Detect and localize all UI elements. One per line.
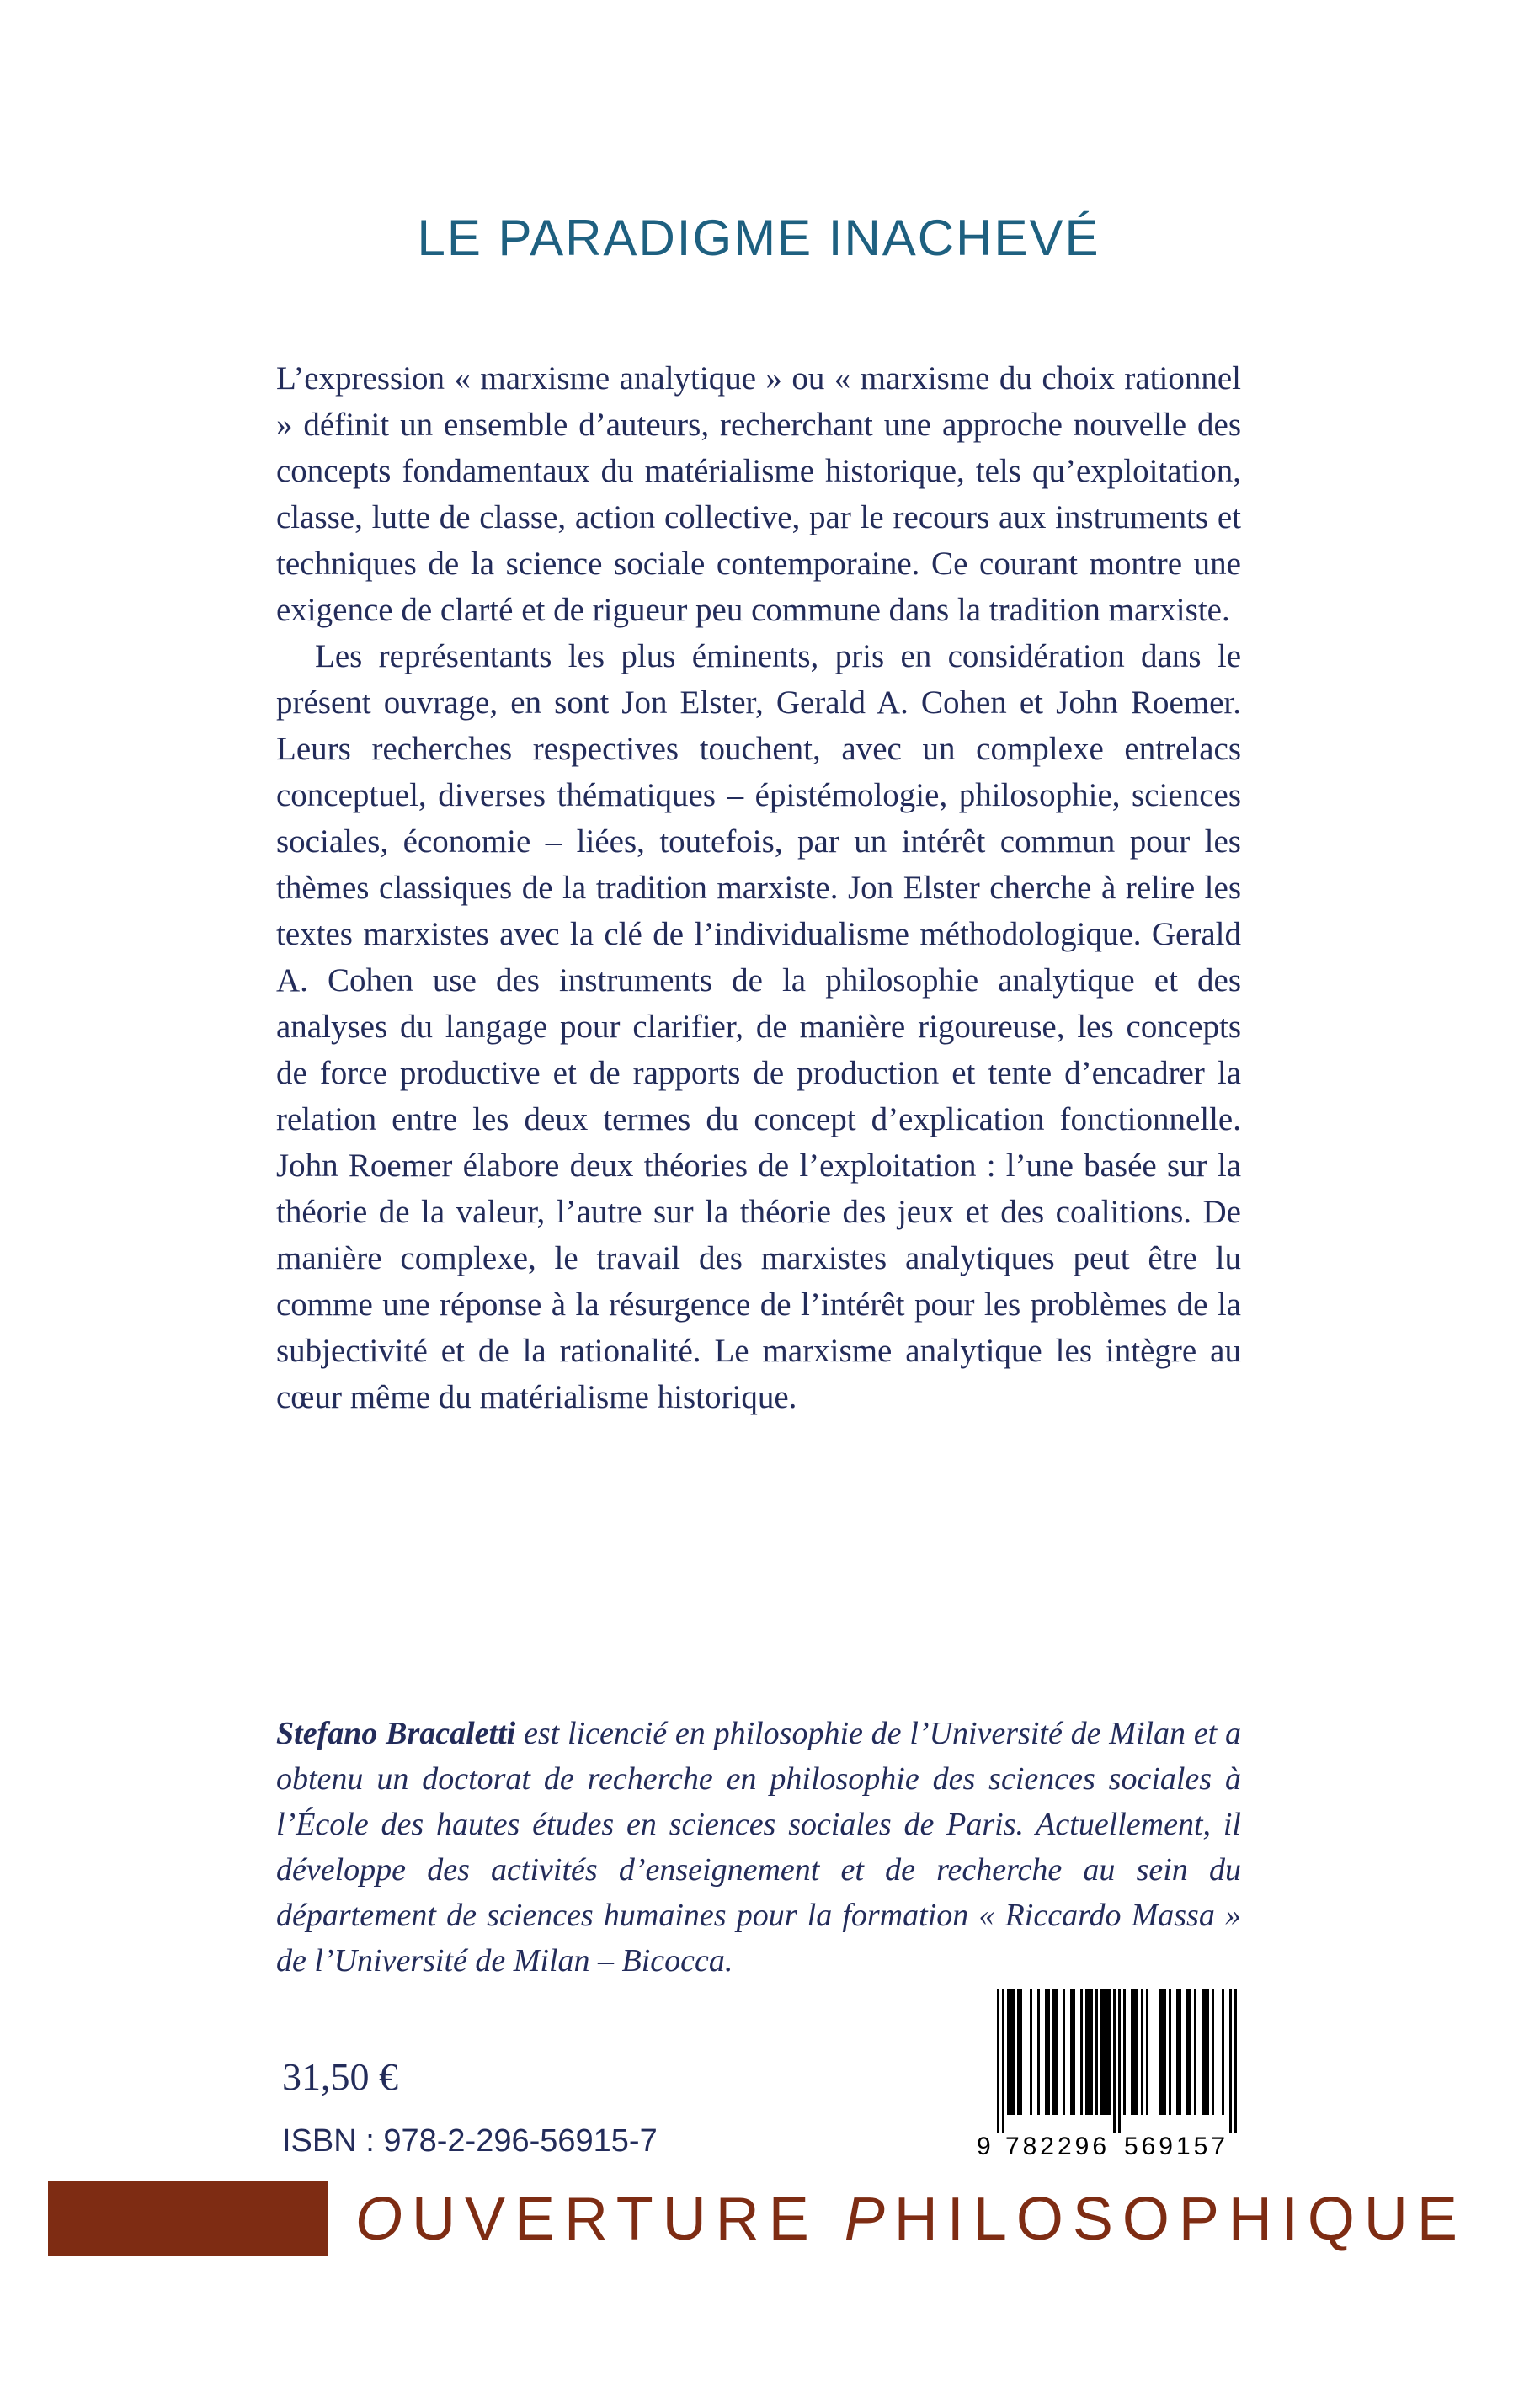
barcode xyxy=(975,1989,1240,2161)
svg-text:782296: 782296 xyxy=(1004,2133,1111,2160)
synopsis-paragraph-1: L’expression « marxisme analytique » ou « marxisme du choix rationnel » définit un ensemble d’auteurs, recherchant une approche nouvelle des concepts fondamentaux du matérialisme historique, tels qu’exploitation, classe, lutte de classe, action collective, par le recours aux instruments et techniques de la science sociale contemporaine. Ce courant montre une exigence de clarté et de rigueur peu commune dans la tradition marxiste. xyxy=(276,360,1241,628)
series-initial-o: O xyxy=(355,2186,413,2253)
author-bio-paragraph xyxy=(276,1711,1241,1984)
collection-band-block xyxy=(48,2181,328,2256)
isbn: ISBN : 978-2-296-56915-7 xyxy=(282,2123,658,2159)
series-initial-p: P xyxy=(844,2186,894,2253)
svg-text:569157: 569157 xyxy=(1123,2133,1229,2160)
author-name: Stefano Bracaletti xyxy=(276,1716,516,1751)
author-bio-text: est licencié en philosophie de l’Université de Milan et a obtenu un doctorat de recherche en philosophie des sciences sociales à l’École des hautes études en sciences sociales de Paris. Actuellement, il développe des activités d’enseignement et de recherche au sein du département de sciences humaines pour la formation « Riccardo Massa » de l’Université de Milan – Bicocca. xyxy=(276,1716,1241,1979)
synopsis xyxy=(276,355,1241,1420)
series-rest-ouverture: UVERTURE xyxy=(412,2186,818,2253)
author-bio xyxy=(276,1711,1241,1984)
barcode-bars xyxy=(975,1989,1240,2165)
series-rest-philosophique: HILOSOPHIQUE xyxy=(893,2186,1467,2253)
collection-title xyxy=(355,2181,1500,2256)
svg-text:9: 9 xyxy=(977,2133,991,2160)
book-title: LE PARADIGME INACHEVÉ xyxy=(417,210,1100,266)
price: 31,50 € xyxy=(282,2055,398,2098)
synopsis-paragraph-2: Les représentants les plus éminents, pris en considération dans le présent ouvrage, en sont Jon Elster, Gerald A. Cohen et John Roemer. Leurs recherches respectives touchent, avec un complexe entrelacs conceptuel, diverses thématiques – épistémologie, philosophie, sciences sociales, économie – liées, toutefois, par un intérêt commun pour les thèmes classiques de la tradition marxiste. Jon Elster cherche à relire les textes marxistes avec la clé de l’individualisme méthodologique. Gerald A. Cohen use des instruments de la philosophie analytique et des analyses du langage pour clarifier, de manière rigoureuse, les concepts de force productive et de rapports de production et tente d’encadrer la relation entre les deux termes du concept d’explication fonctionnelle. John Roemer élabore deux théories de l’exploitation : l’une basée sur la théorie de la valeur, l’autre sur la théorie des jeux et des coalitions. De manière complexe, le travail des marxistes analytiques peut être lu comme une réponse à la résurgence de l’intérêt pour les problèmes de la subjectivité et de la rationalité. Le marxisme analytique les intègre au cœur même du matérialisme historique. xyxy=(276,638,1241,1415)
